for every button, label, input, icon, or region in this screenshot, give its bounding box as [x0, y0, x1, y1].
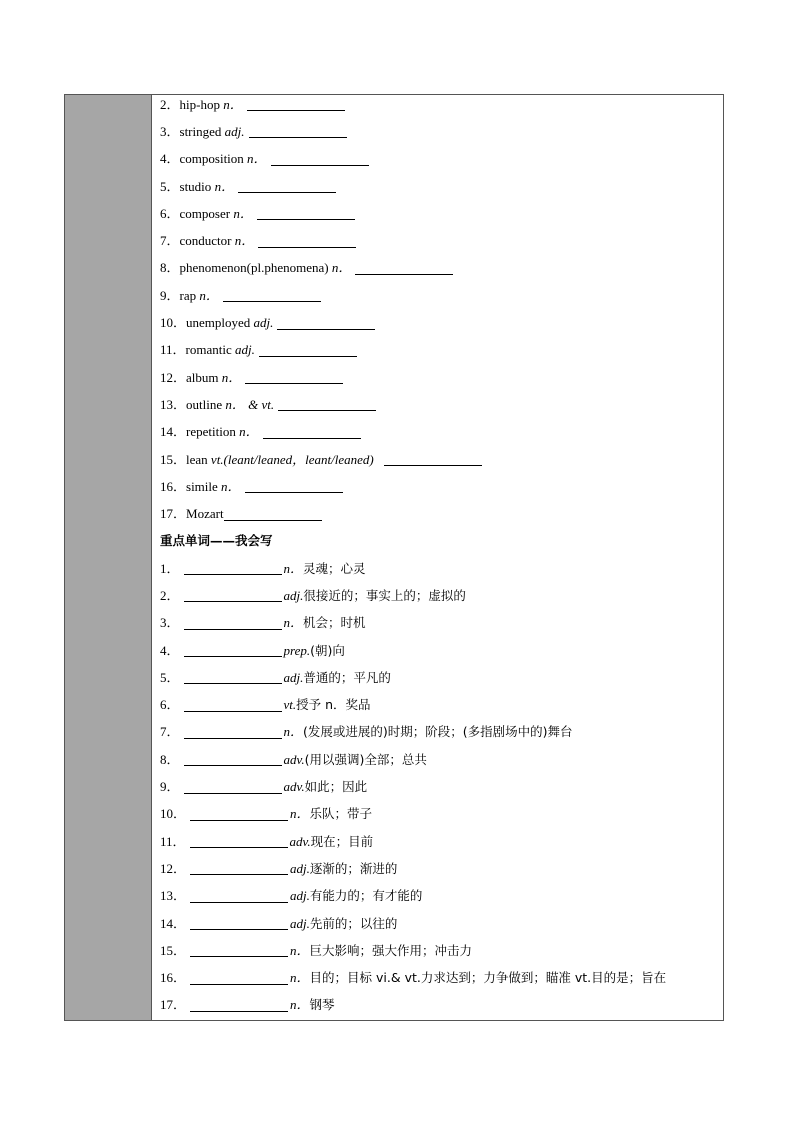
list-item: 16． simile n．	[160, 473, 723, 500]
list-item: 12． album n．	[160, 364, 723, 391]
answer-blank[interactable]	[190, 944, 288, 957]
answer-blank[interactable]	[245, 371, 343, 384]
answer-blank[interactable]	[190, 808, 288, 821]
answer-blank[interactable]	[184, 753, 282, 766]
list-item: 17． n． 钢琴	[160, 997, 335, 1013]
answer-blank[interactable]	[190, 862, 288, 875]
answer-blank[interactable]	[190, 835, 288, 848]
answer-blank[interactable]	[184, 699, 282, 712]
list-item: 14． adj. 先前的；以往的	[160, 915, 398, 931]
list-item: 11． romantic adj.	[160, 337, 723, 364]
answer-blank[interactable]	[184, 617, 282, 630]
list-item: 4． composition n．	[160, 146, 723, 173]
list-item: 13． adj. 有能力的；有才能的	[160, 888, 423, 904]
list-item: 10． unemployed adj.	[160, 309, 723, 336]
list-item: 7． n． (发展或进展的)时期；阶段；(多指剧场中的)舞台	[160, 724, 573, 740]
section-heading: 重点单词——我会写	[160, 533, 273, 549]
side-column	[65, 95, 152, 1020]
list-item: 3． stringed adj.	[160, 118, 723, 145]
answer-blank[interactable]	[223, 289, 321, 302]
answer-blank[interactable]	[224, 508, 322, 521]
list-item: 13． outline n． & vt.	[160, 391, 723, 418]
list-item: 9． adv. 如此；因此	[160, 779, 368, 795]
list-item: 9． rap n．	[160, 282, 723, 309]
answer-blank[interactable]	[190, 890, 288, 903]
list-item: 12． adj. 逐渐的；渐进的	[160, 860, 398, 876]
content-column	[152, 95, 723, 1020]
answer-blank[interactable]	[258, 235, 356, 248]
list-item: 11． adv. 现在；目前	[160, 833, 374, 849]
answer-blank[interactable]	[271, 153, 369, 166]
answer-blank[interactable]	[257, 207, 355, 220]
answer-blank[interactable]	[184, 726, 282, 739]
list-item: 2． hip-hop n．	[160, 91, 723, 118]
list-item: 2． adj. 很接近的；事实上的；虚拟的	[160, 587, 466, 603]
list-item: 7． conductor n．	[160, 227, 723, 254]
answer-blank[interactable]	[184, 562, 282, 575]
answer-blank[interactable]	[278, 398, 376, 411]
answer-blank[interactable]	[263, 426, 361, 439]
list-item: 8． adv. (用以强调)全部；总共	[160, 751, 427, 767]
list-item: 4． prep. (朝)向	[160, 642, 345, 658]
answer-blank[interactable]	[184, 781, 282, 794]
answer-blank[interactable]	[190, 999, 288, 1012]
answer-blank[interactable]	[249, 125, 347, 138]
list-item: 15． n． 巨大影响；强大作用；冲击力	[160, 942, 473, 958]
list-item: 5． studio n．	[160, 173, 723, 200]
list-item: 6． vt. 授予 n．奖品	[160, 697, 371, 713]
list-item: 10． n． 乐队；带子	[160, 806, 373, 822]
worksheet-table	[64, 94, 724, 1021]
answer-blank[interactable]	[259, 344, 357, 357]
list-item: 6． composer n．	[160, 200, 723, 227]
answer-blank[interactable]	[384, 453, 482, 466]
answer-blank[interactable]	[245, 480, 343, 493]
answer-blank[interactable]	[184, 589, 282, 602]
list-item: 15． lean vt.(leant/leaned，leant/leaned)	[160, 446, 723, 473]
answer-blank[interactable]	[184, 671, 282, 684]
answer-blank[interactable]	[355, 262, 453, 275]
list-item: 16． n． 目的；目标 vi.& vt.力求达到；力争做到；瞄准 vt.目的是；旨在	[160, 970, 667, 986]
answer-blank[interactable]	[190, 972, 288, 985]
answer-blank[interactable]	[190, 917, 288, 930]
list-item: 8． phenomenon(pl.phenomena) n．	[160, 255, 723, 282]
list-item: 14． repetition n．	[160, 419, 723, 446]
list-item: 17． Mozart	[160, 500, 723, 527]
list-item: 1． n． 灵魂；心灵	[160, 560, 366, 576]
answer-blank[interactable]	[247, 98, 345, 111]
answer-blank[interactable]	[184, 644, 282, 657]
list-item: 5． adj. 普通的；平凡的	[160, 669, 391, 685]
list-item: 3． n． 机会；时机	[160, 615, 366, 631]
answer-blank[interactable]	[238, 180, 336, 193]
answer-blank[interactable]	[277, 317, 375, 330]
